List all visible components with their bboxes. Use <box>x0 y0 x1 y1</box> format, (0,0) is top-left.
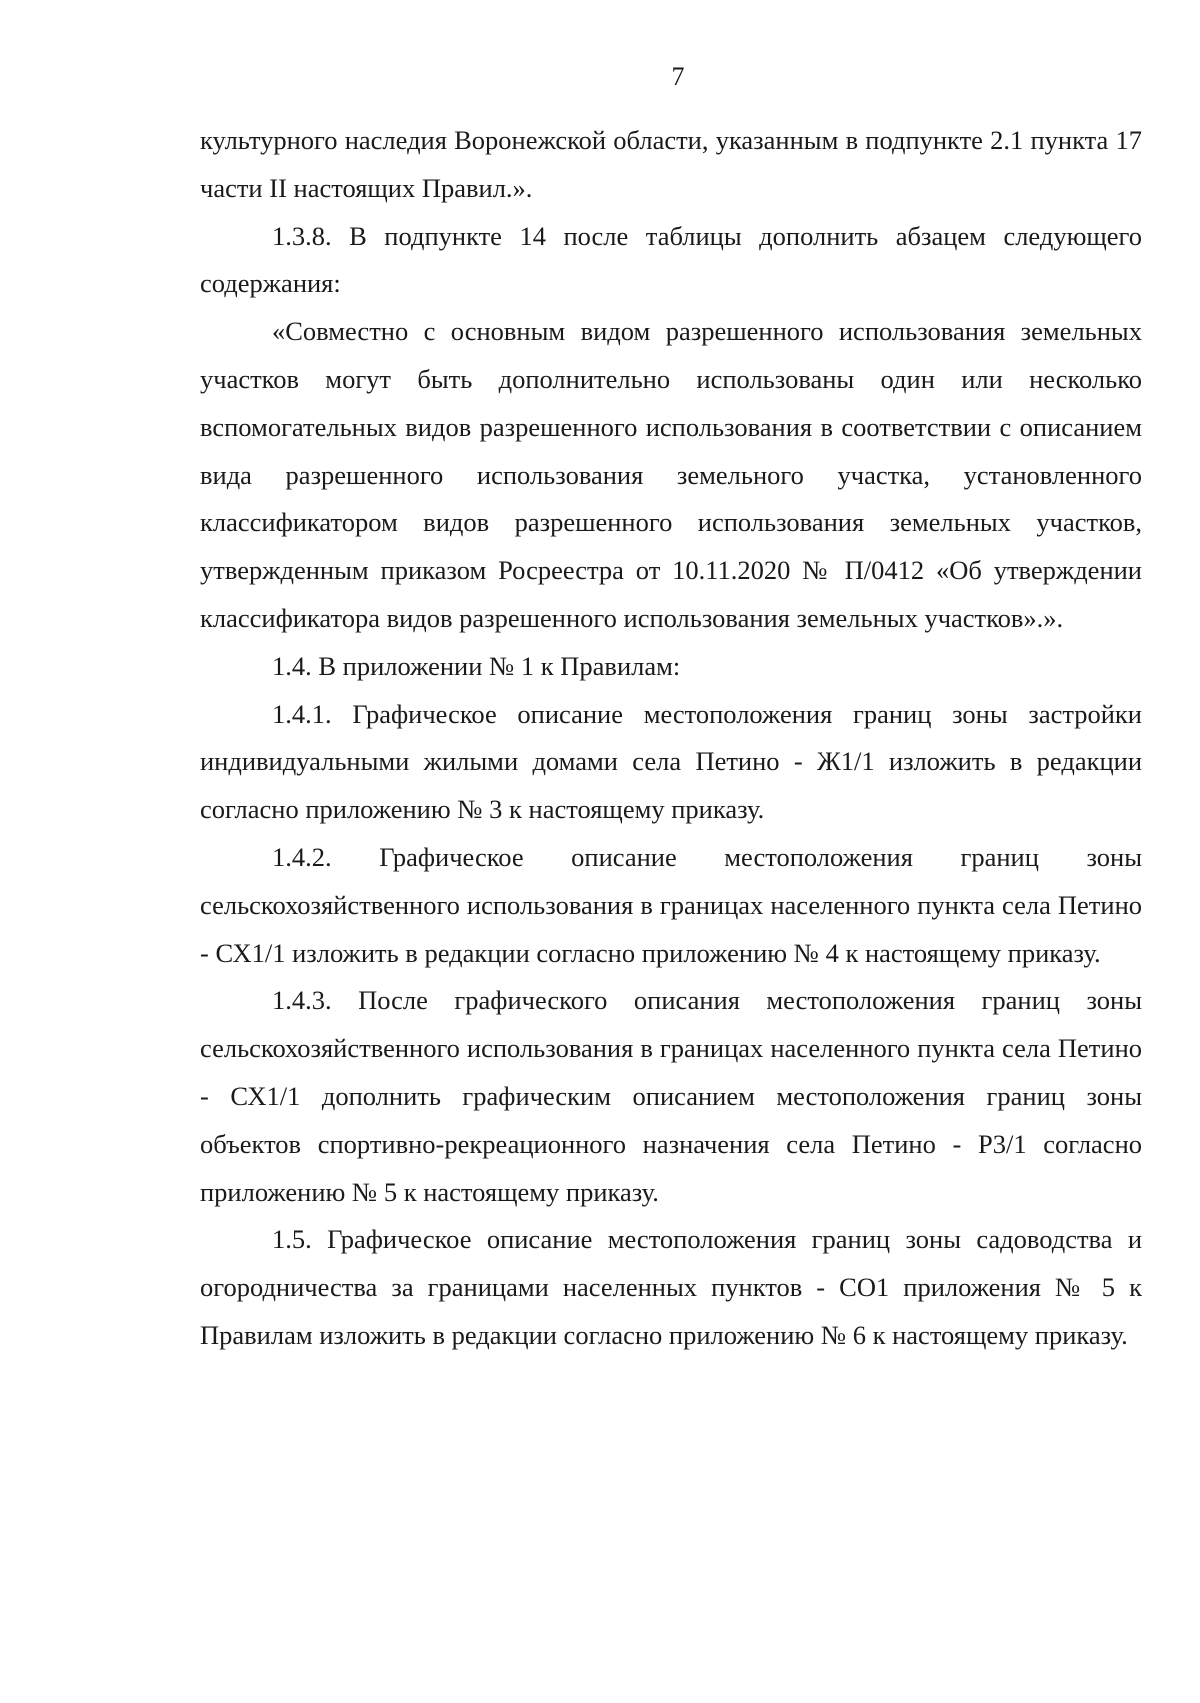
paragraph-1-4-1: 1.4.1. Графическое описание местоположения границ зоны застройки индивидуальными жилыми домами села Петино - Ж1/1 изложить в редакции согласно приложению № 3 к настоящему приказу. <box>200 698 1142 825</box>
paragraph-1-3-8: 1.3.8. В подпункте 14 после таблицы дополнить абзацем следующего содержания: <box>200 220 1142 299</box>
paragraph-continuation: культурного наследия Воронежской области, указанным в подпункте 2.1 пункта 17 части II настоящих Правил.». <box>200 125 1142 203</box>
paragraph-quote: «Совместно с основным видом разрешенного использования земельных участков могут быть дополнительно использованы один или несколько вспомогательных видов разрешенного использования в соответствии с описанием вида разрешенного использования земельного участка, установленного классификатором видов разрешенного использования земельных участков, утвержденным приказом Росреестра от 10.11.2020 № П/0412 «Об утверждении классификатора видов разрешенного использования земельных участков».». <box>200 316 1142 633</box>
page-number: 7 <box>671 62 685 91</box>
paragraph-1-5: 1.5. Графическое описание местоположения границ зоны садоводства и огородничества за границами населенных пунктов - СО1 приложения № 5 к Правилам изложить в редакции согласно приложению № 6 к настоящему приказу. <box>200 1224 1142 1350</box>
document-body <box>200 117 1142 1360</box>
paragraph-1-4-3: 1.4.3. После графического описания местоположения границ зоны сельскохозяйственного использования в границах населенного пункта села Петино - СХ1/1 дополнить графическим описанием местоположения границ зоны объектов спортивно-рекреационного назначения села Петино - Р3/1 согласно приложению № 5 к настоящему приказу. <box>200 985 1142 1207</box>
paragraph-1-4: 1.4. В приложении № 1 к Правилам: <box>272 650 681 681</box>
paragraph-1-4-2: 1.4.2. Графическое описание местоположения границ зоны сельскохозяйственного использования в границах населенного пункта села Петино - СХ1/1 изложить в редакции согласно приложению № 4 к настоящему приказу. <box>200 841 1142 968</box>
